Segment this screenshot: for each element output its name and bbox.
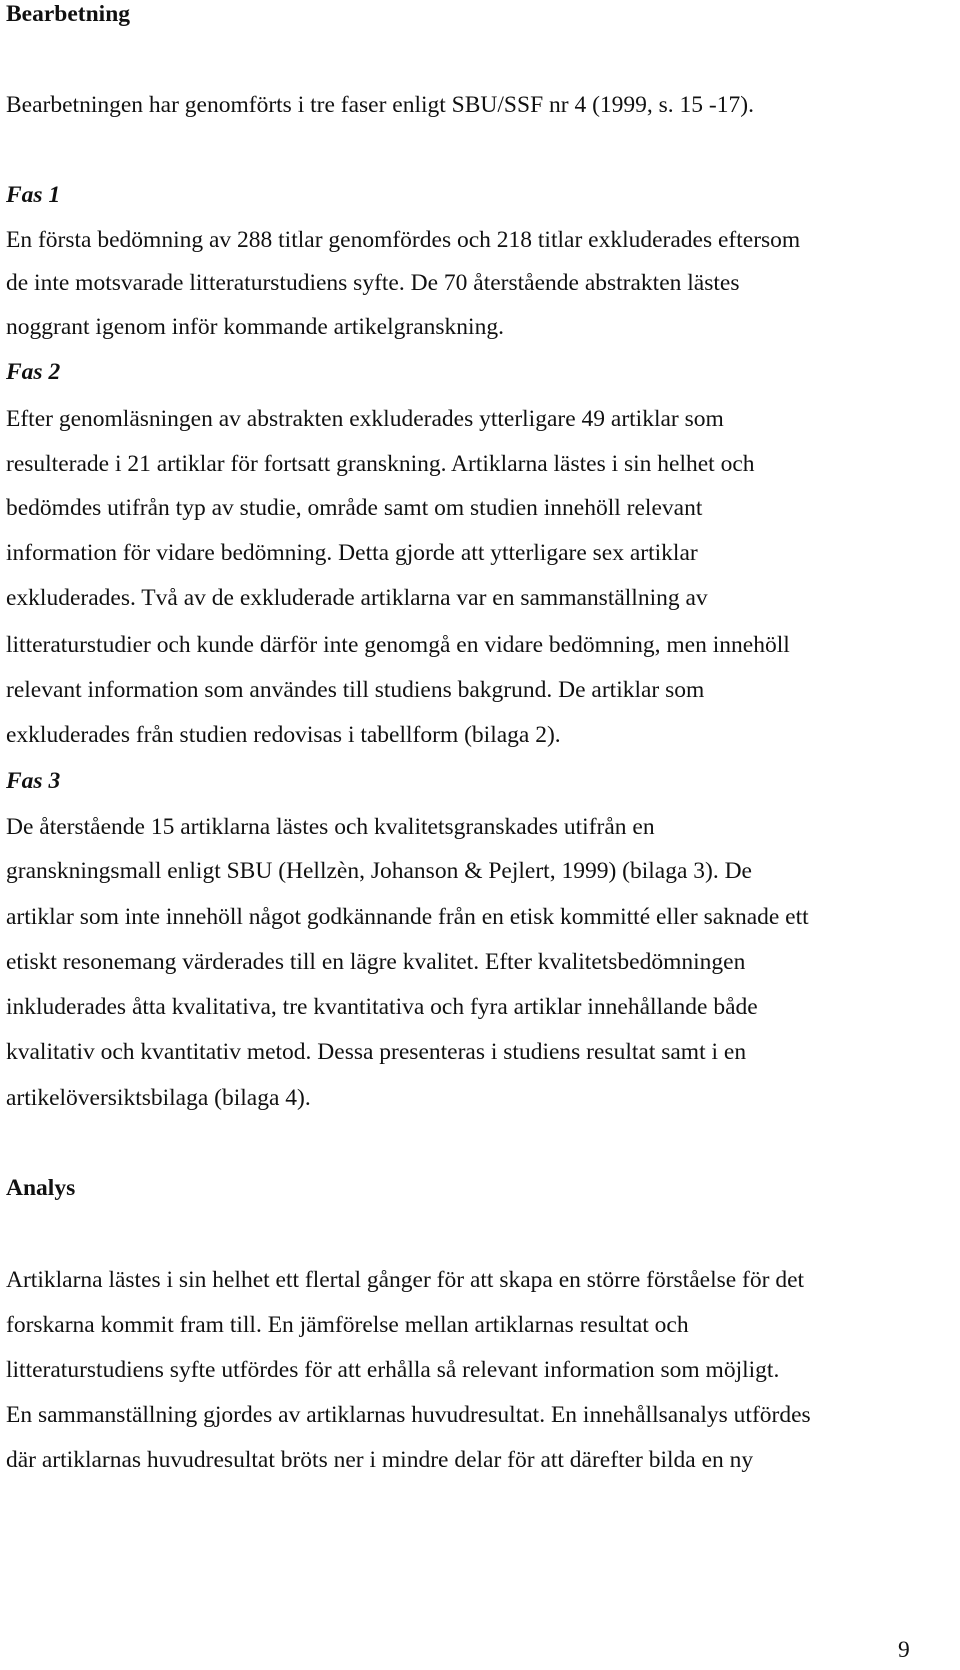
- subheading-fas-3: Fas 3: [6, 768, 61, 794]
- fas3-line: De återstående 15 artiklarna lästes och kvalitetsgranskades utifrån en: [6, 814, 655, 840]
- fas3-line: inkluderades åtta kvalitativa, tre kvantitativa och fyra artiklar innehållande både: [6, 994, 758, 1020]
- fas2-line: litteraturstudier och kunde därför inte genomgå en vidare bedömning, men innehöll: [6, 632, 790, 658]
- fas3-line: artiklar som inte innehöll något godkännande från en etisk kommitté eller saknade ett: [6, 904, 809, 930]
- fas2-line: information för vidare bedömning. Detta gjorde att ytterligare sex artiklar: [6, 540, 698, 566]
- section-heading-bearbetning: Bearbetning: [6, 1, 131, 27]
- fas2-line: Efter genomläsningen av abstrakten exkluderades ytterligare 49 artiklar som: [6, 406, 724, 432]
- analys-line: Artiklarna lästes i sin helhet ett flertal gånger för att skapa en större förståelse för det: [6, 1267, 805, 1293]
- subheading-fas-1: Fas 1: [6, 182, 61, 208]
- analys-line: forskarna kommit fram till. En jämförelse mellan artiklarnas resultat och: [6, 1312, 689, 1338]
- fas2-line: bedömdes utifrån typ av studie, område samt om studien innehöll relevant: [6, 495, 703, 521]
- fas3-line: kvalitativ och kvantitativ metod. Dessa presenteras i studiens resultat samt i en: [6, 1039, 747, 1065]
- page-number: 9: [898, 1637, 910, 1663]
- fas1-line: En första bedömning av 288 titlar genomfördes och 218 titlar exkluderades eftersom: [6, 227, 801, 253]
- subheading-fas-2: Fas 2: [6, 359, 61, 385]
- fas2-line: relevant information som användes till studiens bakgrund. De artiklar som: [6, 677, 705, 703]
- analys-line: litteraturstudiens syfte utfördes för att erhålla så relevant information som möjligt.: [6, 1357, 780, 1383]
- fas1-line: noggrant igenom inför kommande artikelgranskning.: [6, 314, 504, 340]
- fas3-line: artikelöversiktsbilaga (bilaga 4).: [6, 1085, 311, 1111]
- fas3-line: granskningsmall enligt SBU (Hellzèn, Johanson & Pejlert, 1999) (bilaga 3). De: [6, 858, 752, 884]
- fas2-line: exkluderades från studien redovisas i tabellform (bilaga 2).: [6, 722, 561, 748]
- intro-paragraph: Bearbetningen har genomförts i tre faser enligt SBU/SSF nr 4 (1999, s. 15 -17).: [6, 92, 754, 118]
- fas2-line: resulterade i 21 artiklar för fortsatt granskning. Artiklarna lästes i sin helhet och: [6, 451, 755, 477]
- fas1-line: de inte motsvarade litteraturstudiens syfte. De 70 återstående abstrakten lästes: [6, 270, 740, 296]
- section-heading-analys: Analys: [6, 1175, 76, 1201]
- analys-line: där artiklarnas huvudresultat bröts ner i mindre delar för att därefter bilda en ny: [6, 1447, 754, 1473]
- analys-line: En sammanställning gjordes av artiklarnas huvudresultat. En innehållsanalys utfördes: [6, 1402, 811, 1428]
- fas2-line: exkluderades. Två av de exkluderade artiklarna var en sammanställning av: [6, 585, 708, 611]
- fas3-line: etiskt resonemang värderades till en lägre kvalitet. Efter kvalitetsbedömningen: [6, 949, 746, 975]
